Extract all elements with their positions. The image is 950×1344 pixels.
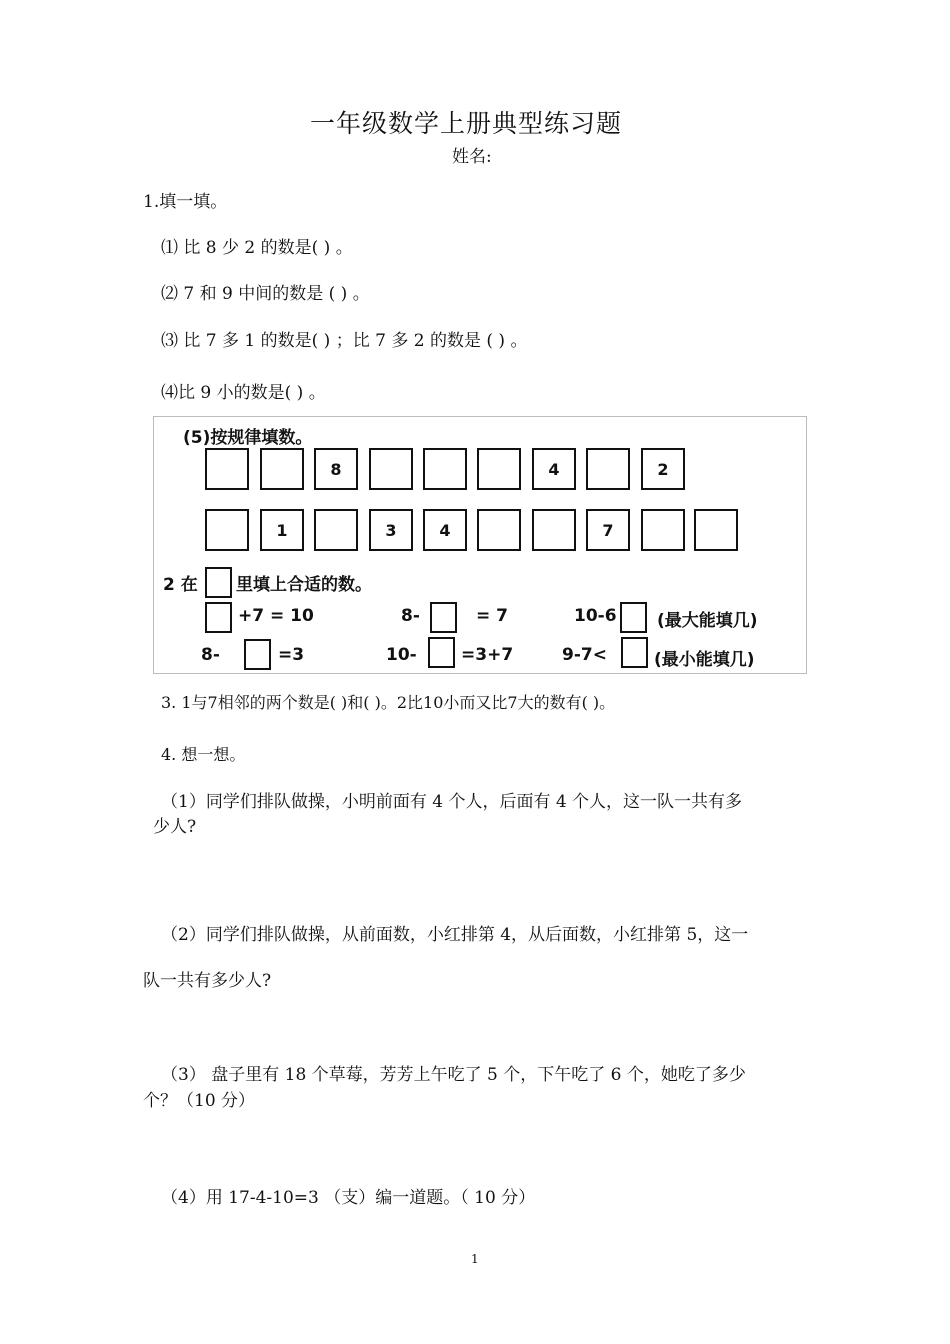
q3-text: 3. 1与7相邻的两个数是( )和( )。2比10小而又比7大的数有( )。 bbox=[161, 693, 616, 712]
pattern-box-r1-3: 8 bbox=[314, 448, 358, 490]
eq2-head: 8- bbox=[401, 606, 420, 626]
pattern-box-r1-1 bbox=[205, 448, 249, 490]
answer-box-6 bbox=[621, 637, 648, 668]
page-title: 一年级数学上册典型练习题 bbox=[310, 109, 623, 138]
pattern-box-r2-4: 3 bbox=[369, 509, 413, 551]
eq3-note: (最大能填几) bbox=[657, 611, 758, 631]
pattern-box-r2-9 bbox=[641, 509, 685, 551]
q1-item-2: ⑵ 7 和 9 中间的数是 ( ) 。 bbox=[161, 284, 370, 304]
pattern-box-r1-4 bbox=[369, 448, 413, 490]
pattern-box-r2-5: 4 bbox=[423, 509, 467, 551]
q5-label: (5)按规律填数。 bbox=[183, 428, 313, 448]
eq2-tail: = 7 bbox=[476, 606, 508, 626]
q1-item-3: ⑶ 比 7 多 1 的数是( ) ；比 7 多 2 的数是 ( ) 。 bbox=[161, 331, 528, 351]
pattern-box-r1-2 bbox=[260, 448, 304, 490]
eq6-note: (最小能填几) bbox=[654, 650, 755, 670]
q1-item-1: ⑴ 比 8 少 2 的数是( ) 。 bbox=[161, 238, 353, 258]
q4-p4-line1: （4）用 17-4-10=3 （支）编一道题。（ 10 分） bbox=[161, 1188, 536, 1208]
q4-p3-line1: （3） 盘子里有 18 个草莓，芳芳上午吃了 5 个，下午吃了 6 个，她吃了多少 bbox=[161, 1065, 746, 1085]
pattern-box-r1-8 bbox=[586, 448, 630, 490]
eq1-tail: +7 = 10 bbox=[238, 606, 314, 626]
page-number: 1 bbox=[471, 1252, 479, 1266]
pattern-box-r1-9: 2 bbox=[641, 448, 685, 490]
answer-box-4 bbox=[244, 639, 271, 670]
q4-p2-line2: 队一共有多少人? bbox=[143, 971, 272, 991]
q4-p1-line1: （1）同学们排队做操，小明前面有 4 个人，后面有 4 个人，这一队一共有多 bbox=[161, 792, 743, 812]
q4-p1-line2: 少人? bbox=[153, 817, 197, 837]
pattern-box-r2-1 bbox=[205, 509, 249, 551]
q1-heading: 1.填一填。 bbox=[143, 192, 228, 212]
q1-item-4: ⑷比 9 小的数是( ) 。 bbox=[161, 383, 326, 403]
answer-box-1 bbox=[205, 602, 232, 633]
pattern-box-r2-2: 1 bbox=[260, 509, 304, 551]
eq5-tail: =3+7 bbox=[461, 645, 514, 665]
pattern-box-r2-7 bbox=[532, 509, 576, 551]
q4-p2-line1: （2）同学们排队做操，从前面数，小红排第 4，从后面数，小红排第 5，这一 bbox=[161, 925, 749, 945]
pattern-box-r2-8: 7 bbox=[586, 509, 630, 551]
answer-box-2 bbox=[430, 602, 457, 633]
q4-p3-line2: 个？（10 分） bbox=[143, 1091, 256, 1111]
pattern-box-r1-7: 4 bbox=[532, 448, 576, 490]
answer-box-3 bbox=[620, 602, 647, 633]
q2-suffix: 里填上合适的数。 bbox=[236, 575, 372, 595]
eq4-head: 8- bbox=[201, 645, 220, 665]
pattern-box-r2-10 bbox=[694, 509, 738, 551]
pattern-box-r2-3 bbox=[314, 509, 358, 551]
answer-box-sample bbox=[205, 567, 232, 598]
pattern-box-r2-6 bbox=[477, 509, 521, 551]
pattern-box-r1-5 bbox=[423, 448, 467, 490]
answer-box-5 bbox=[428, 637, 455, 668]
eq4-tail: =3 bbox=[278, 645, 305, 665]
q4-heading: 4. 想一想。 bbox=[161, 745, 246, 764]
q2-prefix: 2 在 bbox=[163, 575, 198, 595]
eq5-head: 10- bbox=[386, 645, 417, 665]
eq3-head: 10-6 bbox=[574, 606, 617, 626]
name-label: 姓名: bbox=[452, 147, 492, 167]
eq6-head: 9-7< bbox=[562, 645, 607, 665]
fill-in-picture bbox=[153, 416, 807, 674]
pattern-box-r1-6 bbox=[477, 448, 521, 490]
